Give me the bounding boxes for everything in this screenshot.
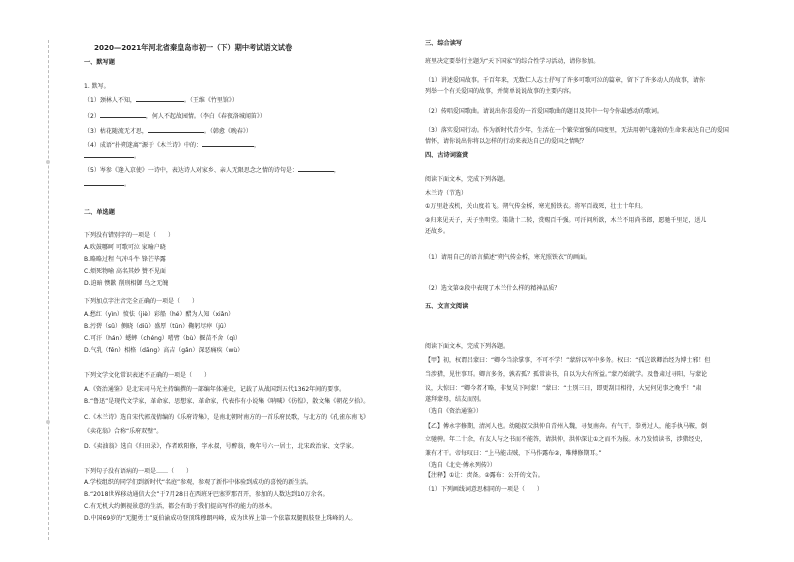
- question-line: [425, 217, 706, 224]
- question-line: [84, 414, 369, 421]
- line-text: C.可汗（hán）蟋蟀（chéng）嗜臂（bù）揠苗不舍（qì）: [84, 335, 241, 342]
- question-line: [84, 335, 241, 342]
- question-line: [425, 462, 496, 469]
- question-line: [84, 244, 166, 251]
- question-line: [425, 408, 482, 415]
- question-line: [84, 141, 260, 149]
- line-text: （1）颈林人不知，: [84, 97, 136, 104]
- question-line: [84, 443, 358, 450]
- binding-line: [48, 40, 49, 540]
- section-heading: [425, 303, 468, 310]
- line-text: 兼有才干。帝每叹曰：“上马能击贼，下马作露布②，唯傅修期耳。”: [425, 450, 602, 457]
- line-text: 二、单选题: [84, 209, 115, 216]
- question-line: [84, 232, 174, 239]
- binding-margin: [8, 40, 62, 540]
- answer-blank[interactable]: [298, 166, 334, 172]
- line-text: 列举一个有关爱国的故事，并简单说说故事的主要内容。: [425, 88, 576, 95]
- line-text: （2）传唱爱国歌曲。请说出你喜爱的一首爱国歌曲的题目及其中一句令你最感动的歌词。: [425, 108, 663, 115]
- question-line: [84, 298, 198, 305]
- section-heading: [84, 209, 115, 216]
- section-heading: [425, 40, 462, 47]
- line-text: A.吹鼓哪呵 可歌可泣 家喻户晓: [84, 244, 166, 251]
- question-line: [425, 357, 710, 364]
- question-line: [425, 436, 706, 443]
- line-suffix: ，: [254, 142, 261, 149]
- line-text: 还故乡。: [425, 228, 450, 235]
- line-text: C.《木兰诗》选自宋代郭茂倩编的《乐府诗集》，是南北朝时南方的一首乐府民歌，与北方的《孔雀东南飞》: [84, 414, 370, 421]
- line-text: C.烦死物喻 高名其妙 赞不见面: [84, 268, 166, 275]
- line-text: A.学校组织的同学们到新时代“名庭”参观，参观了新作中体验到成功的喜悦的新生活。: [84, 479, 313, 486]
- question-line: [425, 108, 663, 115]
- question-line: [425, 190, 467, 197]
- line-text: （1）讲述爱国故事。千百年来，无数仁人志士抒写了许多可歌可泣的篇章，留下了许多动人的故事，请你: [425, 77, 705, 84]
- line-suffix: ，: [333, 167, 340, 174]
- question-line: [425, 450, 602, 457]
- line-text: （选自《北史·傅永列传》）: [425, 462, 496, 469]
- line-text: B.污碧（sǔ）侧晓（diū）盛厚（tūn）鞠躬尽瘁（jū）: [84, 323, 230, 330]
- question-line: [84, 83, 110, 90]
- question-line: [425, 138, 587, 145]
- line-text: 阅读下面文本，完成下列各题。: [425, 343, 510, 350]
- question-line: [425, 77, 705, 84]
- line-text: ②归来见天子，天子坐明堂。策勋十二转，赏赐百千强。可汗问所欲，木兰不用尚书郎，愿驰千里足，送儿: [425, 217, 707, 224]
- question-line: [84, 166, 340, 174]
- question-line: [84, 127, 252, 135]
- line-text: D.《卖油翁》选自《归田录》，作者欧阳修，字永叔，号醉翁，晚年号六一居士，北宋政治家、文学家。: [84, 443, 358, 450]
- question-line: [425, 285, 560, 292]
- question-line: [84, 398, 369, 405]
- question-line: [425, 396, 485, 403]
- question-line: [425, 203, 646, 210]
- line-suffix: 。: [134, 153, 141, 160]
- question-line: [84, 503, 276, 510]
- answer-blank[interactable]: [136, 96, 184, 102]
- question-line: [84, 152, 140, 160]
- question-line: [425, 176, 509, 183]
- answer-blank[interactable]: [84, 180, 124, 186]
- question-line: [425, 254, 591, 261]
- question-line: [425, 472, 544, 479]
- line-text: 木兰诗（节选）: [425, 190, 468, 197]
- question-line: [84, 386, 345, 393]
- line-text: （选自《资治通鉴》）: [425, 408, 483, 415]
- line-text: 三、综合读写: [425, 40, 463, 47]
- answer-blank[interactable]: [100, 112, 146, 118]
- question-line: [425, 385, 701, 392]
- line-text: （4）成语“扑朔迷离”源于《木兰诗》中的：: [84, 142, 203, 149]
- question-line: [84, 428, 162, 435]
- line-suffix: 。: [124, 181, 131, 188]
- line-text: 当涉猎，见往事耳。卿言多务，孰若孤？孤常读书，自以为大有所益。”蒙乃始就学。及鲁肃过寻阳，与蒙论: [425, 371, 708, 378]
- question-line: [84, 112, 266, 120]
- line-text: B.“鲁迅”是现代文学家，革命家、思想家、革命家，代表作有小说集《呐喊》《彷徨》，散文集《朝花夕拾》。: [84, 398, 370, 405]
- question-line: [84, 372, 210, 379]
- line-text: 《卖花翁》合称“乐府双璧”。: [84, 428, 163, 435]
- question-line: [84, 96, 238, 104]
- line-text: 四、古诗词鉴赏: [425, 152, 469, 159]
- line-suffix: ，何人不起故园情。（李白《春夜洛城闻笛》）: [145, 113, 266, 120]
- line-text: （5）岑参《逢入京使》一诗中，表达诗人对家乡、亲人无限思念之情的诗句是：: [84, 167, 298, 174]
- question-line: [425, 423, 707, 430]
- line-text: （3）枯花随流无才思，: [84, 128, 148, 135]
- question-line: [84, 323, 230, 330]
- line-text: 下列没有错别字的一项是（ ）: [84, 232, 175, 239]
- line-text: D.气乳（fěn）相格（dāng）高吉（gǎn）深恶痛疾（wù）: [84, 347, 244, 354]
- question-line: [425, 228, 449, 235]
- line-text: 阅读下面文本，完成下列各题。: [425, 176, 510, 183]
- line-text: 下列文学文化常识表述不正确的一项是（ ）: [84, 372, 211, 379]
- line-text: A.愁红（yìn）愤怯（jiè）彩船（hé）醋为人知（xiǎn）: [84, 311, 235, 318]
- line-text: 五、文言文阅读: [425, 303, 469, 310]
- line-text: 【注释】①让：责备。②露布：公开的文告。: [425, 472, 544, 479]
- line-suffix: 。（王维《竹里馆》）: [183, 97, 238, 104]
- question-line: [425, 486, 543, 493]
- answer-blank[interactable]: [202, 141, 254, 147]
- line-text: 班里决定要举行主题为“天下国家”的综合性学习活动，请你参加。: [425, 58, 600, 65]
- line-text: 议，大惊曰：“卿今者才略，非复吴下阿蒙！”蒙曰：“士别三日，即更刮目相待，大兄何见事之晚乎！”肃: [425, 385, 702, 392]
- line-text: （2）选文第②段中表现了木兰什么样的精神品质？: [425, 285, 561, 292]
- line-text: D.迫暗 懊歉 削刑相御 鸟之无魄: [84, 280, 169, 287]
- line-text: 下列句子没有语病的一项是……（ ）: [84, 468, 193, 475]
- question-line: [84, 280, 168, 287]
- line-text: 遂拜蒙母，结友而别。: [425, 396, 486, 403]
- section-heading: [425, 152, 468, 159]
- line-text: 下列加点字注音完全正确的一项是（ ）: [84, 298, 199, 305]
- line-text: B.“2018世界移动通信大会”于7月28日在西班牙巴塞罗那召开，参加的人数达到10万余名。: [84, 491, 329, 498]
- paper-title: 2020—2021年河北省秦皇岛市初一（下）期中考试语文试卷: [94, 43, 293, 52]
- line-text: （1）下列画线词意思相同的一项是（ ）: [425, 486, 543, 493]
- question-line: [84, 347, 243, 354]
- line-text: ①万里赴戎机，关山度若飞。朔气传金柝，寒光照铁衣。将军百战死，壮士十年归。: [425, 203, 647, 210]
- section-heading: [84, 59, 115, 66]
- question-line: [425, 127, 729, 134]
- question-line: [84, 311, 234, 318]
- question-line: [425, 58, 599, 65]
- line-text: D.中国69岁的“无腿勇士”夏伯渝成功登顶珠穆朗玛峰，成为世界上第一个依靠双腿假肢登上珠峰的人。: [84, 515, 357, 522]
- answer-blank[interactable]: [84, 152, 134, 158]
- line-text: 1. 默写。: [84, 83, 110, 90]
- line-text: C.有无机大约侧视景意的生活，都会有助于我们提高写作的能力的基本。: [84, 503, 277, 510]
- question-line: [84, 268, 166, 275]
- line-suffix: 。（韩愈《晚春》）: [203, 128, 252, 135]
- question-line: [84, 479, 312, 486]
- line-text: （3）落实爱国行动。作为新时代青少年，生活在一个繁荣富强的国度里，无法用朝气蓬勃的生命来表达自己的爱国: [425, 127, 729, 134]
- binding-hole: [46, 160, 50, 164]
- question-line: [84, 468, 192, 475]
- line-text: （2）: [84, 113, 100, 120]
- question-line: [84, 491, 329, 498]
- line-text: 【乙】傅永字修期，清河人也。幼随叔父洪仲自青州入魏，寻复南奔。有气干，拳勇过人，能手执马鞍，倒: [425, 423, 708, 430]
- question-line: [84, 515, 356, 522]
- question-line: [84, 256, 166, 263]
- question-line: [425, 88, 575, 95]
- line-text: B.略略过程 气冲斗牛 锋芒毕露: [84, 256, 166, 263]
- line-text: （1）请用自己的语言描述“朔气传金柝，寒光照铁衣”的画面。: [425, 254, 592, 261]
- line-text: 情怀，请你说出你将以怎样的行动来表达自己的爱国之情呢？: [425, 138, 588, 145]
- question-line: [425, 371, 707, 378]
- line-text: 一、默写题: [84, 59, 115, 66]
- question-line: [84, 180, 130, 188]
- answer-blank[interactable]: [148, 127, 204, 133]
- line-text: A.《资治通鉴》是北宋司马光主持编撰的一部编年体通史，记载了从战国到五代1362年间的要事。: [84, 386, 346, 393]
- binding-hole: [46, 420, 50, 424]
- line-text: 【甲】初，权谓吕蒙曰：“卿今当涂掌事，不可不学！”蒙辞以军中多务。权曰：“孤岂欲卿治经为博士邪！但: [425, 357, 711, 364]
- question-line: [425, 343, 509, 350]
- line-text: 立驰骋。年二十余，有友人与之书而不能答，请洪仲，洪仲深让①之而不为报。永乃发愤读书，涉猎经史，: [425, 436, 707, 443]
